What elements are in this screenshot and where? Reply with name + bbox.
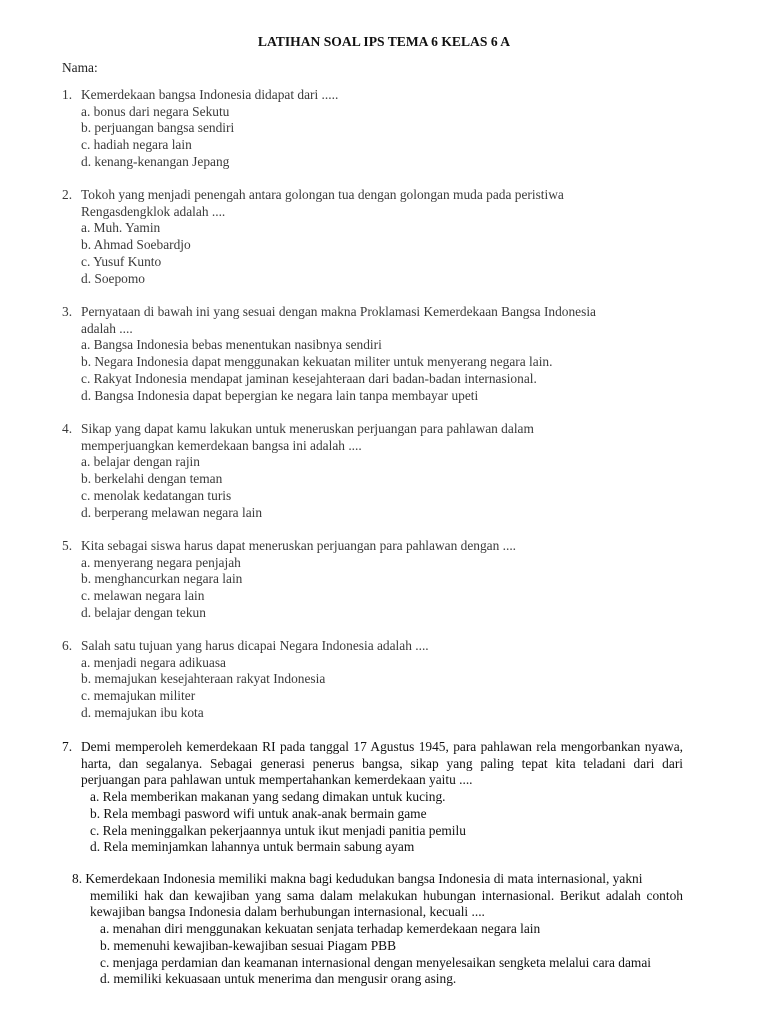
question-text: Kita sebagai siswa harus dapat meneruskan perjuangan para pahlawan dengan ....	[81, 538, 517, 553]
question-text: Kemerdekaan bangsa Indonesia didapat dari .....	[81, 87, 339, 102]
question-number: 8.	[72, 871, 83, 886]
question-number: 2.	[62, 187, 73, 202]
question-number: 7.	[62, 739, 73, 754]
answer-option-b: b. Ahmad Soebardjo	[81, 237, 191, 253]
answer-options	[81, 555, 702, 622]
answer-options	[81, 337, 702, 404]
answer-options	[81, 220, 702, 287]
answer-option-d: d. Soepomo	[81, 270, 145, 286]
question-text	[81, 304, 702, 337]
answer-option-c: c. Rela meninggalkan pekerjaannya untuk ikut menjadi panitia pemilu	[90, 822, 466, 838]
question-text	[81, 187, 702, 220]
answer-option-b: b. berkelahi dengan teman	[81, 471, 223, 487]
question-3	[62, 304, 702, 404]
name-label: Nama:	[62, 60, 98, 75]
question-number: 3.	[62, 304, 73, 319]
answer-option-d: d. kenang-kenangan Jepang	[81, 153, 230, 169]
answer-option-a: a. Muh. Yamin	[81, 220, 161, 236]
question-4	[62, 421, 702, 521]
question-text-line: memperjuangkan kemerdekaan bangsa ini adalah ....	[81, 437, 362, 453]
answer-options	[81, 104, 682, 171]
answer-option-c: c. hadiah negara lain	[81, 137, 192, 153]
answer-option-a: a. Bangsa Indonesia bebas menentukan nasibnya sendiri	[81, 337, 382, 353]
answer-option-a: a. belajar dengan rajin	[81, 454, 200, 470]
answer-options	[81, 454, 702, 521]
question-number: 4.	[62, 421, 73, 436]
answer-option-c: c. melawan negara lain	[81, 588, 205, 604]
question-text-line: Sikap yang dapat kamu lakukan untuk meneruskan perjuangan para pahlawan dalam	[81, 421, 534, 436]
question-text-first-line: Kemerdekaan Indonesia memiliki makna bagi kedudukan bangsa Indonesia di mata internasional, yakni	[85, 871, 643, 886]
question-text-line: adalah ....	[81, 320, 133, 336]
answer-option-b: b. memajukan kesejahteraan rakyat Indonesia	[81, 671, 326, 687]
question-text: Salah satu tujuan yang harus dicapai Negara Indonesia adalah ....	[81, 638, 429, 653]
question-8	[72, 871, 683, 988]
answer-option-d: d. Bangsa Indonesia dapat bepergian ke negara lain tanpa membayar upeti	[81, 387, 479, 403]
question-5	[62, 538, 702, 622]
answer-option-b: b. perjuangan bangsa sendiri	[81, 120, 235, 136]
answer-option-a: a. Rela memberikan makanan yang sedang dimakan untuk kucing.	[90, 789, 446, 805]
question-number: 6.	[62, 638, 73, 653]
answer-option-a: a. menahan diri menggunakan kekuatan senjata terhadap kemerdekaan negara lain	[100, 921, 541, 937]
answer-option-b: b. memenuhi kewajiban-kewajiban sesuai Piagam PBB	[100, 937, 397, 953]
answer-option-c: c. memajukan militer	[81, 688, 196, 704]
answer-option-c: c. Yusuf Kunto	[81, 253, 162, 269]
question-7	[62, 739, 683, 856]
answer-options	[100, 921, 683, 988]
answer-option-a: a. menjadi negara adikuasa	[81, 654, 226, 670]
answer-option-a: a. bonus dari negara Sekutu	[81, 103, 230, 119]
question-number: 5.	[62, 538, 73, 553]
answer-option-d: d. berperang melawan negara lain	[81, 504, 263, 520]
answer-option-d: d. belajar dengan tekun	[81, 604, 206, 620]
question-number: 1.	[62, 87, 73, 102]
question-1	[62, 87, 682, 171]
answer-option-c: c. menjaga perdamian dan keamanan internasional dengan menyelesaikan sengketa melalui cara damai	[100, 954, 652, 970]
page-title: LATIHAN SOAL IPS TEMA 6 KELAS 6 A	[257, 34, 511, 49]
answer-options	[90, 789, 683, 856]
answer-option-b: b. Rela membagi pasword wifi untuk anak-anak bermain game	[90, 805, 427, 821]
answer-option-b: b. Negara Indonesia dapat menggunakan kekuatan militer untuk menyerang negara lain.	[81, 354, 553, 370]
question-text-line: Rengasdengklok adalah ....	[81, 203, 226, 219]
answer-options	[81, 655, 702, 722]
question-text	[72, 871, 683, 921]
answer-option-a: a. menyerang negara penjajah	[81, 554, 241, 570]
answer-option-d: d. memiliki kekuasaan untuk menerima dan mengusir orang asing.	[100, 971, 457, 987]
question-text	[81, 421, 702, 454]
answer-option-b: b. menghancurkan negara lain	[81, 571, 243, 587]
question-text-line: Pernyataan di bawah ini yang sesuai dengan makna Proklamasi Kemerdekaan Bangsa Indonesia	[81, 304, 597, 319]
question-text: Demi memperoleh kemerdekaan RI pada tanggal 17 Agustus 1945, para pahlawan rela mengorbankan nyawa, harta, dan segalanya. Sebagai generasi penerus bangsa, sikap yang paling tepat kita teladani dari dari perjuangan para pahlawan untuk mempertahankan kemerdekaan yaitu ....	[81, 739, 683, 788]
question-2	[62, 187, 702, 287]
answer-option-c: c. menolak kedatangan turis	[81, 487, 232, 503]
question-text-continued: memiliki hak dan kewajiban yang sama dalam melakukan hubungan internasional. Berikut adalah contoh kewajiban bangsa Indonesia dalam berhubungan internasional, kecuali ....	[90, 887, 683, 920]
answer-option-c: c. Rakyat Indonesia mendapat jaminan kesejahteraan dari badan-badan internasional.	[81, 370, 537, 386]
question-6	[62, 638, 702, 722]
answer-option-d: d. Rela meminjamkan lahannya untuk bermain sabung ayam	[90, 839, 415, 855]
answer-option-d: d. memajukan ibu kota	[81, 704, 204, 720]
question-text-line: Tokoh yang menjadi penengah antara golongan tua dengan golongan muda pada peristiwa	[81, 187, 564, 202]
